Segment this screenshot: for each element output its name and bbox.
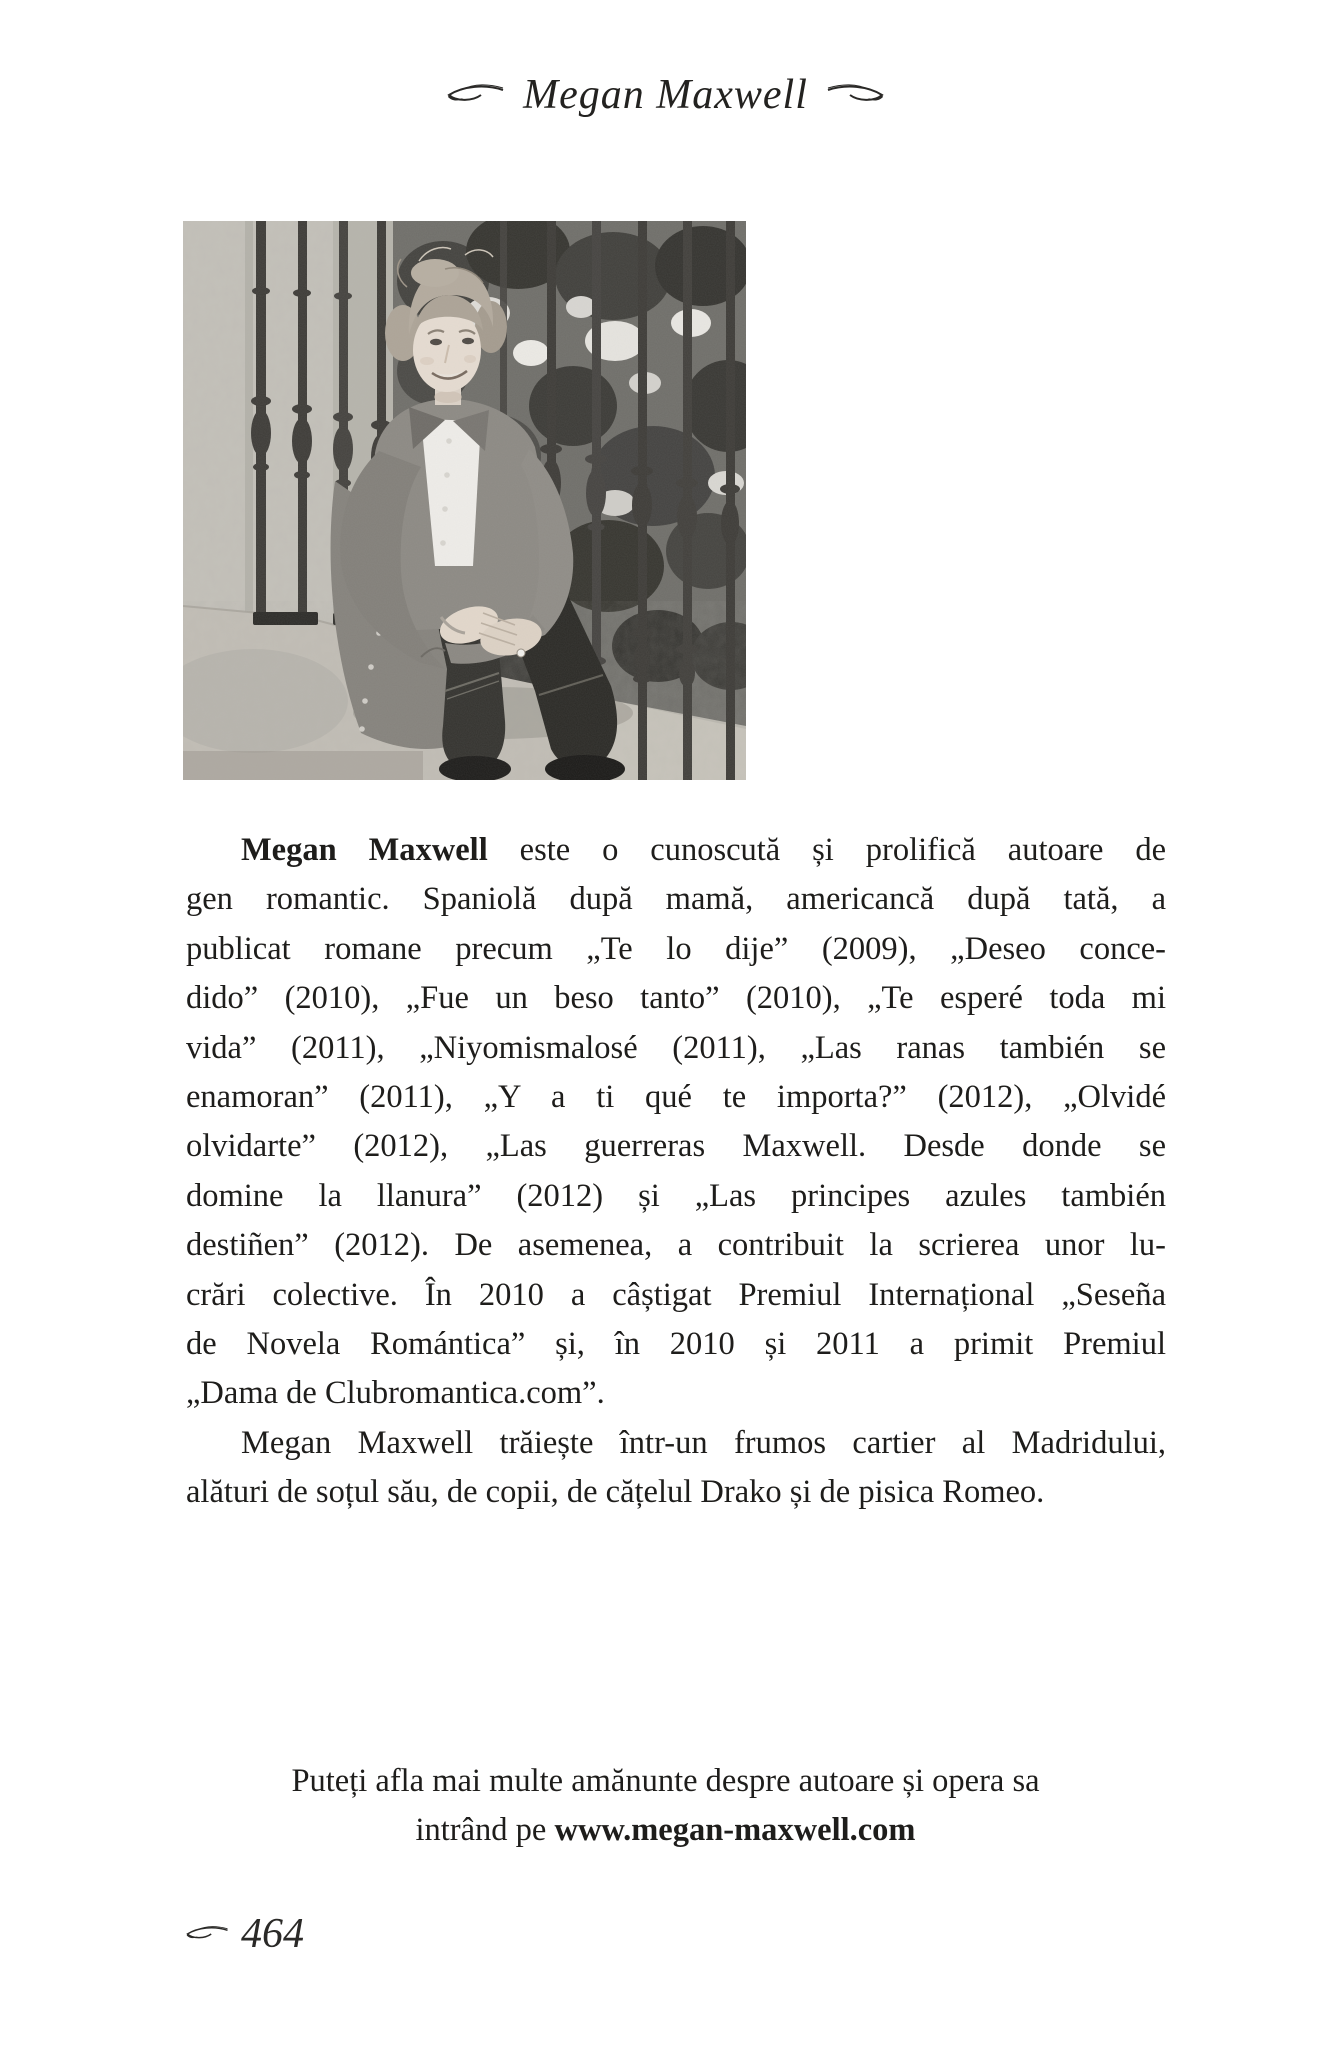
bio-text [186,826,1166,1518]
bio-line: Megan Maxwell este o cunoscută și prolifică autoare de [241,832,1166,868]
folio [183,1908,304,1960]
bio-line: olvidarte” (2012), „Las guerreras Maxwell. Desde donde se [186,1128,1166,1165]
bio-line: destiñen” (2012). De asemenea, a contribuit la scrierea unor lu- [186,1227,1166,1264]
website-url: www.megan-maxwell.com [554,1812,916,1848]
bio-line: dido” (2010), „Fue un beso tanto” (2010), „Te esperé toda mi [186,980,1166,1017]
bio-line: „Dama de Clubromantica.com”. [186,1375,605,1412]
running-head [0,74,1331,116]
promo-line: Puteți afla mai multe amănunte despre autoare și opera sa [291,1763,1040,1799]
flourish-folio-icon [183,1922,229,1946]
author-photo [183,221,746,780]
flourish-right-icon [826,80,888,110]
promo-line: intrând pe www.megan-maxwell.com [415,1812,916,1848]
author-name-bold: Megan Maxwell [241,832,488,868]
page-number: 464 [241,1911,304,1957]
bio-line: Megan Maxwell trăiește într-un frumos cartier al Madridului, [241,1424,1166,1461]
bio-line: publicat romane precum „Te lo dije” (2009), „Deseo conce- [186,930,1166,967]
bio-line: crări colective. În 2010 a câștigat Premiul Internațional „Seseña [186,1276,1166,1313]
flourish-left-icon [443,80,505,110]
bio-line: domine la llanura” (2012) și „Las principes azules también [186,1177,1166,1214]
author-photo-illustration [183,221,746,780]
bio-line: vida” (2011), „Niyomismalosé (2011), „Las ranas también se [186,1029,1166,1066]
bio-line: de Novela Romántica” și, în 2010 și 2011 a primit Premiul [186,1326,1166,1363]
promo-note [0,1757,1331,1855]
bio-line: gen romantic. Spaniolă după mamă, americancă după tată, a [186,881,1166,918]
bio-line: enamoran” (2011), „Y a ti qué te importa?” (2012), „Olvidé [186,1079,1166,1116]
bio-line: alături de soțul său, de copii, de cățelul Drako și de pisica Romeo. [186,1474,1045,1511]
running-head-title: Megan Maxwell [523,72,808,118]
